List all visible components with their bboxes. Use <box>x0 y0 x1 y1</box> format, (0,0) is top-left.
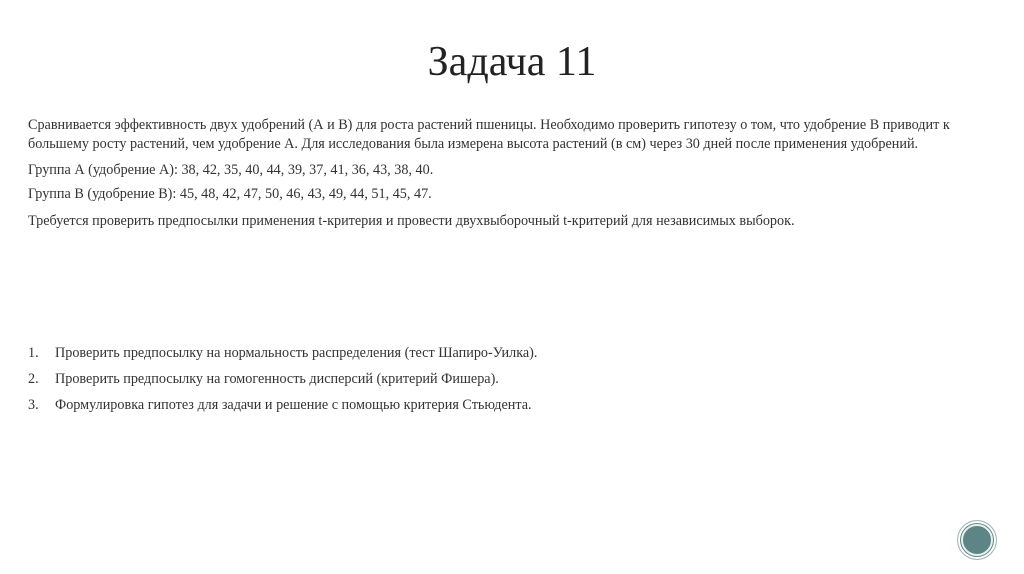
problem-description: Сравнивается эффективность двух удобрений (А и В) для роста растений пшеницы. Необходимо проверить гипотезу о том, что удобрение В приводит к большему росту растений, чем удобрение А. Для исследования была измерена высота растений (в см) через 30 дней после применения удобрений. <box>28 117 950 152</box>
task-item-1 <box>28 345 537 362</box>
task-number: 1. <box>28 345 39 361</box>
task-text: Проверить предпосылку на гомогенность дисперсий (критерий Фишера). <box>55 371 499 387</box>
slide-title: Задача 11 <box>427 39 597 85</box>
slide-nav-circle-icon[interactable] <box>958 521 996 559</box>
group-b-data: Группа В (удобрение В): 45, 48, 42, 47, 50, 46, 43, 49, 44, 51, 45, 47. <box>28 186 432 202</box>
task-item-2 <box>28 371 499 388</box>
task-item-3 <box>28 397 532 414</box>
task-text: Проверить предпосылку на нормальность распределения (тест Шапиро-Уилка). <box>55 345 538 361</box>
group-a-data: Группа А (удобрение А): 38, 42, 35, 40, 44, 39, 37, 41, 36, 43, 38, 40. <box>28 162 434 178</box>
task-text: Формулировка гипотез для задачи и решение с помощью критерия Стьюдента. <box>55 397 532 413</box>
task-number: 3. <box>28 397 39 413</box>
task-number: 2. <box>28 371 39 387</box>
requirement-text: Требуется проверить предпосылки применения t-критерия и провести двухвыборочный t-критерий для независимых выборок. <box>28 213 795 229</box>
